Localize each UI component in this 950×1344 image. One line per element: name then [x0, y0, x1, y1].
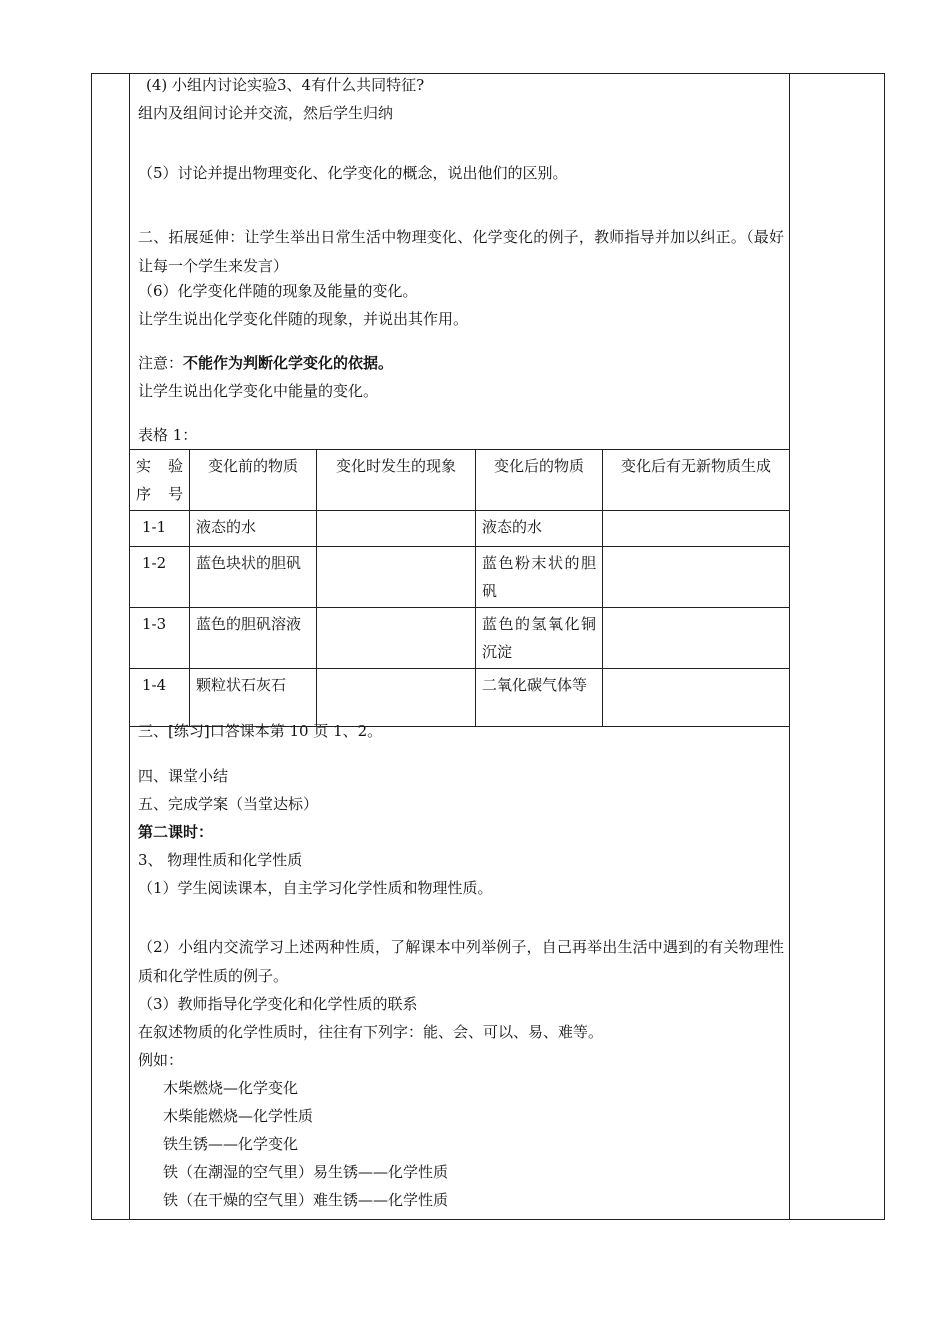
step-2: （2）小组内交流学习上述两种性质，了解课本中列举例子，自己再举出生活中遇到的有关物理性质和化学性质的例子。	[138, 938, 784, 985]
header-phenomenon: 变化时发生的现象	[317, 450, 476, 511]
cell-before: 颗粒状石灰石	[190, 669, 317, 727]
cell-phenomenon	[317, 669, 476, 727]
group-discussion-line: 组内及组间讨论并交流，然后学生归纳	[138, 104, 394, 122]
cell-after: 液态的水	[476, 511, 603, 547]
note-bold-text: 不能作为判断化学变化的依据。	[183, 354, 394, 372]
extension-section: 二、拓展延伸：让学生举出日常生活中物理变化、化学变化的例子，教师指导并加以纠正。（最好让每一个学生来发言）	[138, 228, 784, 275]
question-6: （6）化学变化伴随的现象及能量的变化。	[138, 282, 418, 300]
note-label: 注意：	[138, 354, 184, 372]
cell-after: 蓝色的氢氧化铜沉淀	[476, 608, 603, 669]
example-4: 铁（在潮湿的空气里）易生锈——化学性质	[163, 1163, 449, 1181]
phenomena-line: 让学生说出化学变化伴随的现象，并说出其作用。	[138, 310, 469, 328]
practice-section: 三、[练习]口答课本第 10 页 1、2。	[138, 722, 383, 740]
cell-before: 蓝色的胆矾溶液	[190, 608, 317, 669]
cell-no: 1-1	[130, 511, 190, 547]
cell-no: 1-4	[130, 669, 190, 727]
table-row	[130, 608, 790, 669]
example-1: 木柴燃烧—化学变化	[163, 1079, 299, 1097]
header-new-substance: 变化后有无新物质生成	[603, 450, 790, 511]
cell-after: 二氧化碳气体等	[476, 669, 603, 727]
table-row	[130, 669, 790, 727]
discussion-question-5: （5）讨论并提出物理变化、化学变化的概念，说出他们的区别。	[138, 164, 568, 182]
example-5: 铁（在干燥的空气里）难生锈——化学性质	[163, 1191, 449, 1209]
step-1: （1）学生阅读课本，自主学习化学性质和物理性质。	[138, 879, 493, 897]
example-2: 木柴能燃烧—化学性质	[163, 1107, 314, 1125]
header-after: 变化后的物质	[476, 450, 603, 511]
cell-new-substance	[603, 511, 790, 547]
table-row	[130, 511, 790, 547]
table-header-row	[130, 450, 790, 511]
keywords-line: 在叙述物质的化学性质时，往往有下列字：能、会、可以、易、难等。	[138, 1023, 604, 1041]
cell-after: 蓝色粉末状的胆矾	[476, 547, 603, 608]
discussion-question-4: (4) 小组内讨论实验3、4有什么共同特征?	[146, 76, 425, 94]
cell-new-substance	[603, 608, 790, 669]
cell-new-substance	[603, 547, 790, 608]
cell-before: 液态的水	[190, 511, 317, 547]
properties-heading: 3、 物理性质和化学性质	[138, 851, 303, 869]
header-before: 变化前的物质	[190, 450, 317, 511]
note-line	[138, 353, 393, 373]
worksheet-section: 五、完成学案（当堂达标）	[138, 795, 319, 813]
table-caption: 表格 1：	[138, 426, 198, 444]
header-experiment-no: 实 验 序 号	[130, 450, 190, 511]
experiment-table	[129, 449, 790, 727]
energy-line: 让学生说出化学变化中能量的变化。	[138, 382, 379, 400]
cell-phenomenon	[317, 608, 476, 669]
cell-phenomenon	[317, 547, 476, 608]
summary-section: 四、课堂小结	[138, 767, 229, 785]
cell-no: 1-3	[130, 608, 190, 669]
example-label: 例如：	[138, 1051, 184, 1069]
second-lesson-heading: 第二课时：	[138, 823, 214, 841]
cell-phenomenon	[317, 511, 476, 547]
table-row	[130, 547, 790, 608]
step-3: （3）教师指导化学变化和化学性质的联系	[138, 995, 418, 1013]
cell-no: 1-2	[130, 547, 190, 608]
example-3: 铁生锈——化学变化	[163, 1135, 299, 1153]
cell-new-substance	[603, 669, 790, 727]
cell-before: 蓝色块状的胆矾	[190, 547, 317, 608]
